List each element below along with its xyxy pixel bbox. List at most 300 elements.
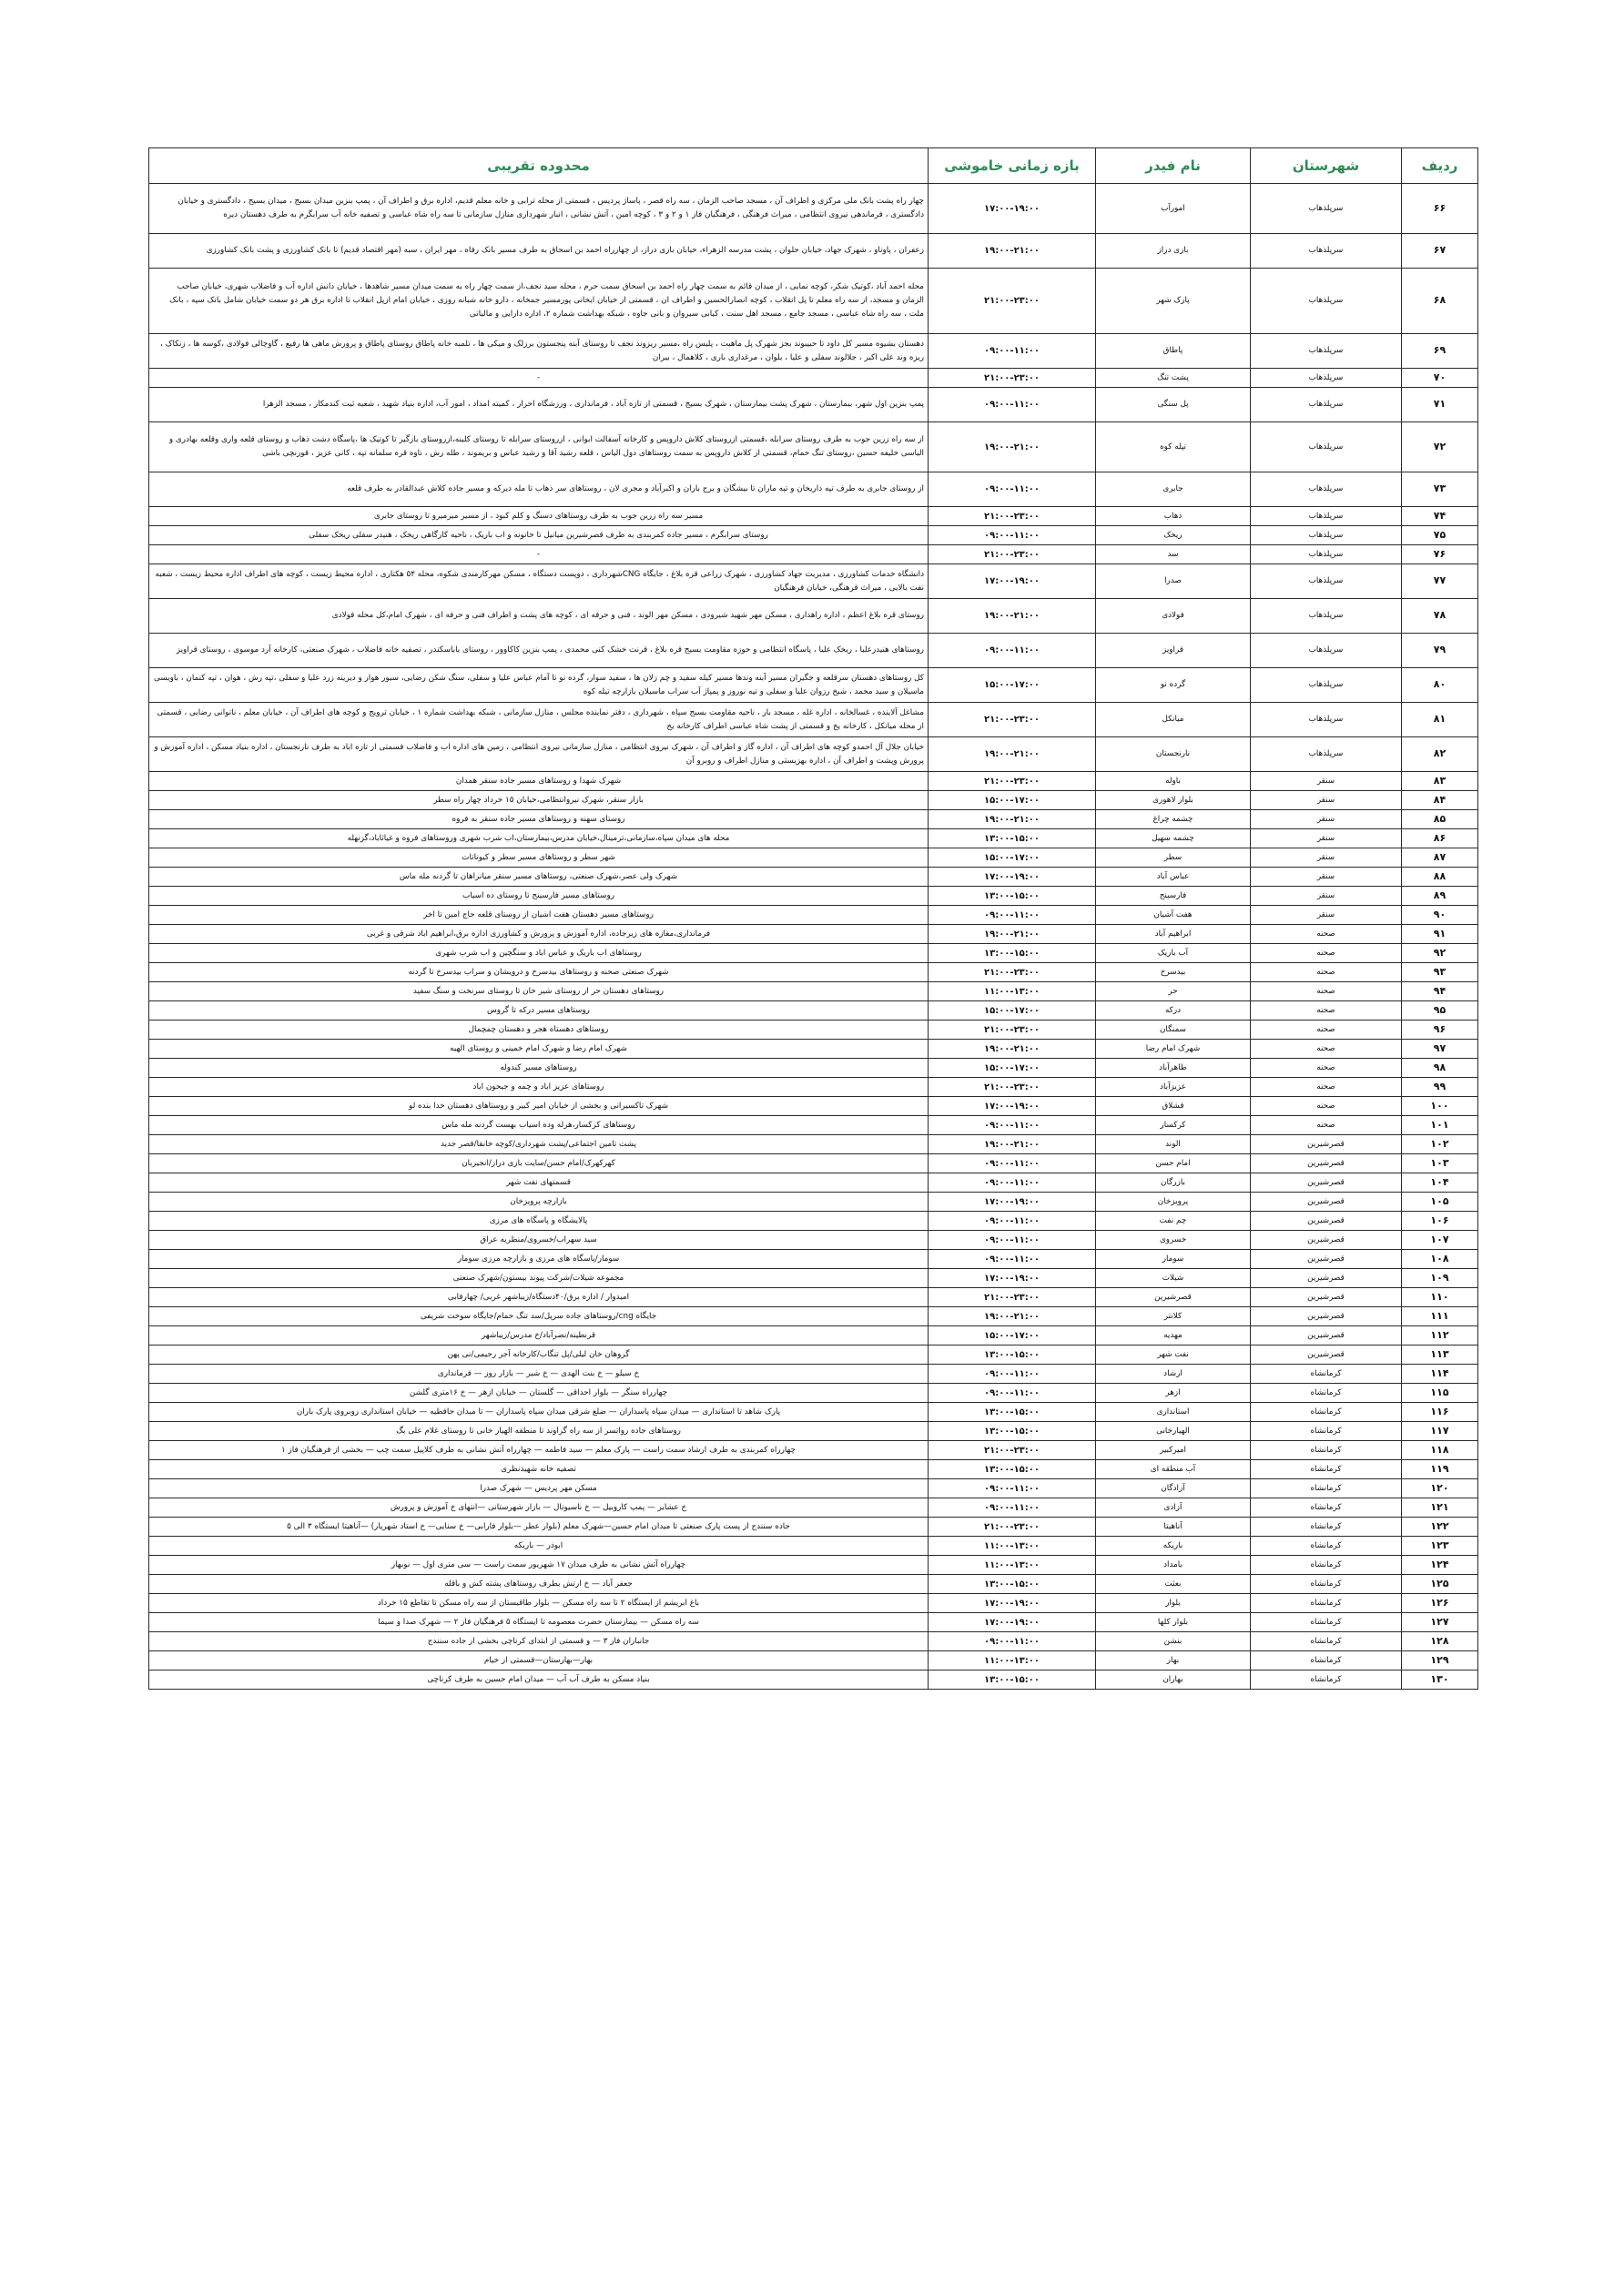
feeder-name: استانداری bbox=[1096, 1403, 1251, 1422]
area-description: پمپ بنزین اول شهر، بیمارستان ، شهرک پشت بیمارستان ، شهرک بسیج ، قسمتی از تازه آباد ، فرمانداری ، ورزشگاه احرار ، کمیته امداد ، امور آب، اداره بنیاد شهید ، شعبه ثبت کندمکار ، مسجد الزهرا bbox=[149, 388, 929, 422]
city-cell: سنقر bbox=[1251, 791, 1402, 810]
time-range: ۲۱:۰۰-۲۳:۰۰ bbox=[929, 369, 1096, 388]
area-description: زعفران ، پاوناو ، شهرک جهاد، خیابان حلوان ، پشت مدرسه الزهراء، خیابان بازی دراز، از چهارراه احمد بن اسحاق به طرف مسیر بانک رفاه ، مهر ایران ، سبه (مهر اقتصاد قدیم) تا بانک کشاورزی و پشت بانک کشاورزی bbox=[149, 234, 929, 269]
feeder-name: چشمه سهیل bbox=[1096, 829, 1251, 848]
city-cell: سنقر bbox=[1251, 829, 1402, 848]
feeder-name: بعثت bbox=[1096, 1575, 1251, 1594]
feeder-name: امیرکبیر bbox=[1096, 1441, 1251, 1460]
time-range: ۱۳:۰۰-۱۵:۰۰ bbox=[929, 1575, 1096, 1594]
row-number: ۷۳ bbox=[1402, 472, 1478, 507]
feeder-name: سومار bbox=[1096, 1250, 1251, 1269]
time-range: ۱۳:۰۰-۱۵:۰۰ bbox=[929, 887, 1096, 906]
time-range: ۲۱:۰۰-۲۳:۰۰ bbox=[929, 507, 1096, 526]
area-description: کهرکهرک/امام حسن/سایت بازی دراز/انجیربان bbox=[149, 1154, 929, 1173]
feeder-name: قراویز bbox=[1096, 634, 1251, 668]
row-number: ۷۶ bbox=[1402, 545, 1478, 564]
row-number: ۸۶ bbox=[1402, 829, 1478, 848]
row-number: ۱۰۶ bbox=[1402, 1212, 1478, 1231]
area-description: خ عشایر — پمپ کاروبیل — خ ناسیونال — بازار شهرستانی —انتهای خ آموزش و پرورش bbox=[149, 1498, 929, 1518]
time-range: ۱۵:۰۰-۱۷:۰۰ bbox=[929, 1001, 1096, 1021]
table-row bbox=[149, 1116, 1478, 1135]
time-range: ۰۹:۰۰-۱۱:۰۰ bbox=[929, 472, 1096, 507]
area-description: سه راه مسکن — بیمارستان حضرت معصومه تا ایستگاه ۵ فرهنگیان فاز ۲ — شهرک صدا و سیما bbox=[149, 1613, 929, 1632]
table-row bbox=[149, 1498, 1478, 1518]
row-number: ۱۱۶ bbox=[1402, 1403, 1478, 1422]
row-number: ۹۲ bbox=[1402, 944, 1478, 963]
row-number: ۹۱ bbox=[1402, 925, 1478, 944]
feeder-name: ریخک bbox=[1096, 526, 1251, 545]
feeder-name: چم نفت bbox=[1096, 1212, 1251, 1231]
time-range: ۱۹:۰۰-۲۱:۰۰ bbox=[929, 422, 1096, 472]
row-number: ۹۷ bbox=[1402, 1040, 1478, 1059]
row-number: ۷۰ bbox=[1402, 369, 1478, 388]
row-number: ۸۴ bbox=[1402, 791, 1478, 810]
area-description: امیدوار / اداره برق/۴۰دستگاه/زیباشهر غربی/ چهارقابی bbox=[149, 1288, 929, 1307]
city-cell: سرپلذهاب bbox=[1251, 234, 1402, 269]
time-range: ۱۹:۰۰-۲۱:۰۰ bbox=[929, 599, 1096, 634]
city-cell: سرپلذهاب bbox=[1251, 507, 1402, 526]
table-row bbox=[149, 599, 1478, 634]
area-description: باغ ابریشم از ایستگاه ۲ تا سه راه مسکن — بلوار طاقبستان از سه راه مسکن تا تقاطع ۱۵ خرداد bbox=[149, 1594, 929, 1613]
table-row bbox=[149, 1250, 1478, 1269]
city-cell: سنقر bbox=[1251, 810, 1402, 829]
city-cell: صحنه bbox=[1251, 963, 1402, 982]
area-description: روستاهای مسیر دهستان هفت اشیان از روستای قلعه حاج امین تا اخر bbox=[149, 906, 929, 925]
table-row bbox=[149, 1632, 1478, 1651]
header-feeder: نام فیدر bbox=[1096, 148, 1251, 184]
feeder-name: شیلات bbox=[1096, 1269, 1251, 1288]
table-row bbox=[149, 1651, 1478, 1670]
city-cell: صحنه bbox=[1251, 1001, 1402, 1021]
feeder-name: سطر bbox=[1096, 848, 1251, 868]
feeder-name: شهرک امام رضا bbox=[1096, 1040, 1251, 1059]
table-row bbox=[149, 1001, 1478, 1021]
table-row bbox=[149, 1422, 1478, 1441]
area-description: تصفیه خانه شهیدنظری bbox=[149, 1460, 929, 1479]
city-cell: قصرشیرین bbox=[1251, 1250, 1402, 1269]
feeder-name: حر bbox=[1096, 982, 1251, 1001]
area-description: روستاهای مسیر کندوله bbox=[149, 1059, 929, 1078]
area-description: شهرک تاکسیرانی و بخشی از خیابان امیر کبیر و روستاهای دهستان خدا بنده لو bbox=[149, 1097, 929, 1116]
table-row bbox=[149, 791, 1478, 810]
row-number: ۹۵ bbox=[1402, 1001, 1478, 1021]
row-number: ۱۲۴ bbox=[1402, 1556, 1478, 1575]
time-range: ۱۳:۰۰-۱۵:۰۰ bbox=[929, 829, 1096, 848]
row-number: ۶۷ bbox=[1402, 234, 1478, 269]
feeder-name: بنشن bbox=[1096, 1632, 1251, 1651]
city-cell: کرمانشاه bbox=[1251, 1594, 1402, 1613]
table-row bbox=[149, 1518, 1478, 1537]
feeder-name: پل سنگی bbox=[1096, 388, 1251, 422]
city-cell: سرپلذهاب bbox=[1251, 564, 1402, 599]
area-description: روستاهای دهستان حر از روستای شیر خان تا روستای سرنخت و سنگ سفید bbox=[149, 982, 929, 1001]
row-number: ۸۹ bbox=[1402, 887, 1478, 906]
feeder-name: نارنجستان bbox=[1096, 737, 1251, 772]
time-range: ۰۹:۰۰-۱۱:۰۰ bbox=[929, 1250, 1096, 1269]
header-city: شهرستان bbox=[1251, 148, 1402, 184]
table-row bbox=[149, 334, 1478, 369]
area-description: قسمتهای نفت شهر bbox=[149, 1173, 929, 1193]
table-row bbox=[149, 829, 1478, 848]
time-range: ۱۱:۰۰-۱۳:۰۰ bbox=[929, 982, 1096, 1001]
table-row bbox=[149, 472, 1478, 507]
city-cell: قصرشیرین bbox=[1251, 1173, 1402, 1193]
city-cell: کرمانشاه bbox=[1251, 1479, 1402, 1498]
row-number: ۱۰۹ bbox=[1402, 1269, 1478, 1288]
feeder-name: ابراهیم آباد bbox=[1096, 925, 1251, 944]
city-cell: قصرشیرین bbox=[1251, 1231, 1402, 1250]
table-row bbox=[149, 982, 1478, 1001]
table-row bbox=[149, 1097, 1478, 1116]
area-description: بهار—بهارستان—قسمتی از خیام bbox=[149, 1651, 929, 1670]
table-row bbox=[149, 1575, 1478, 1594]
area-description: روستاهای دهستاه هجر و دهستان چمچمال bbox=[149, 1021, 929, 1040]
time-range: ۲۱:۰۰-۲۳:۰۰ bbox=[929, 1288, 1096, 1307]
area-description: پارک شاهد تا استانداری — میدان سپاه پاسداران — ضلع شرقی میدان سپاه پاسداران — تا میدان حافظیه — خیابان استانداری روبروی پارک باران bbox=[149, 1403, 929, 1422]
time-range: ۱۷:۰۰-۱۹:۰۰ bbox=[929, 1269, 1096, 1288]
time-range: ۲۱:۰۰-۲۳:۰۰ bbox=[929, 269, 1096, 334]
row-number: ۱۲۵ bbox=[1402, 1575, 1478, 1594]
table-row bbox=[149, 1040, 1478, 1059]
feeder-name: بازرگان bbox=[1096, 1173, 1251, 1193]
area-description: از سه راه زرین جوب به طرف روستای سرابله ،قسمتی ازروستای کلاش داروپس و کارخانه آسفالت ابوانی ، ازروستای سرابله تا روستای کلینه،ازروستای بازگیر تا کوتیک ها ،پاسگاه دشت ذهاب و روستای قلعه واری وقلعه بهادری و الیاسی خلیفه حسین ،روستای تنگ حمام، قسمتی از کلاش داروپس به سمت روستاهای دول الیاس ، قلعه رشید آقا و رشید عباس و بریموند ، طله رش ، ناوه قره سلمانه تپه ، کانی عزیز ، قورنچی باشی bbox=[149, 422, 929, 472]
time-range: ۰۹:۰۰-۱۱:۰۰ bbox=[929, 526, 1096, 545]
row-number: ۱۰۳ bbox=[1402, 1154, 1478, 1173]
feeder-name: الوند bbox=[1096, 1135, 1251, 1154]
city-cell: صحنه bbox=[1251, 1116, 1402, 1135]
city-cell: کرمانشاه bbox=[1251, 1441, 1402, 1460]
row-number: ۹۸ bbox=[1402, 1059, 1478, 1078]
area-description: جعفر آباد — خ ارتش بطرف روستاهای پشته کش و باقله bbox=[149, 1575, 929, 1594]
feeder-name: کلانتر bbox=[1096, 1307, 1251, 1326]
table-row bbox=[149, 887, 1478, 906]
area-description: بازارچه پرویزخان bbox=[149, 1193, 929, 1212]
row-number: ۱۰۵ bbox=[1402, 1193, 1478, 1212]
area-description: کل روستاهای دهستان سرقلعه و جگیران مسیر آبنه وندها مسیر کیله سفید و چم زلان ها ، سفید سوار، گرده نو تا آمام عباس علیا و سفلی، سنگ شکن رضایی، سیور هوار و دیرینه زرد علیا و سفلی ،تپه رش ، هوان ، تپه کنمان ، باویسی ماسیلان و سید محمد ، شیخ رزوان علیا و سفلی و تیه نوروز و پمپاژ آب سراب ماسیلان بازارچه تیله کوه bbox=[149, 668, 929, 703]
time-range: ۱۳:۰۰-۱۵:۰۰ bbox=[929, 1670, 1096, 1690]
table-row bbox=[149, 1460, 1478, 1479]
table-row bbox=[149, 810, 1478, 829]
city-cell: کرمانشاه bbox=[1251, 1384, 1402, 1403]
city-cell: کرمانشاه bbox=[1251, 1403, 1402, 1422]
table-row bbox=[149, 1537, 1478, 1556]
row-number: ۱۲۹ bbox=[1402, 1651, 1478, 1670]
city-cell: سرپلذهاب bbox=[1251, 472, 1402, 507]
time-range: ۱۳:۰۰-۱۵:۰۰ bbox=[929, 1460, 1096, 1479]
table-row bbox=[149, 1326, 1478, 1346]
city-cell: کرمانشاه bbox=[1251, 1613, 1402, 1632]
table-row bbox=[149, 1307, 1478, 1326]
feeder-name: باوله bbox=[1096, 772, 1251, 791]
area-description: پشت تامین اجتماعی/پشت شهرداری/کوچه خانقا/قصر جدید bbox=[149, 1135, 929, 1154]
feeder-name: پرویزخان bbox=[1096, 1193, 1251, 1212]
table-row bbox=[149, 1594, 1478, 1613]
time-range: ۲۱:۰۰-۲۳:۰۰ bbox=[929, 1078, 1096, 1097]
time-range: ۰۹:۰۰-۱۱:۰۰ bbox=[929, 634, 1096, 668]
row-number: ۱۲۰ bbox=[1402, 1479, 1478, 1498]
area-description: دهستان بشیوه مسیر کل داود تا حبیبوند بجز شهرک پل ماهیت ، پلیس راه ،مسیر ریزوند نجف تا روستای آبنه پنجستون برزلک و میکی ها ، تلمبه خانه پاطاق روستای پاطاق و پرورش ماهی ها رفیع ، گاوچالی فولادی ،کوسه ها ، زنکاک ، ریزه وند علی اکبر ، جلالوند سفلی و علیا ، بلوان ، مرغداری باری ، کلاهمال ، بیران bbox=[149, 334, 929, 369]
table-row bbox=[149, 963, 1478, 982]
table-row bbox=[149, 1193, 1478, 1212]
area-description: سید سهراب/خسروی/منظریه عراق bbox=[149, 1231, 929, 1250]
city-cell: قصرشیرین bbox=[1251, 1154, 1402, 1173]
time-range: ۲۱:۰۰-۲۳:۰۰ bbox=[929, 1441, 1096, 1460]
feeder-name: جابری bbox=[1096, 472, 1251, 507]
area-description: چهار راه پشت بانک ملی مرکزی و اطراف آن ، مسجد صاحب الزمان ، سه راه قصر ، پاساژ پردیس ، قسمتی از محله ترابی و خانه معلم قدیم، اداره برق و اطراف آن ، پمپ بنزین میدان بسیج ، میدان بسیج ، دادگستری و خیابان دادگستری ، فرماندهی نیروی انتظامی ، میراث فرهنگی ، فرهنگیان فاز ۱ و ۲ و ۳ ، کوچه امین ، آتش نشانی ، انبار شهرداری منازل سازمانی تا سه راه شاه عباسی و تصفیه خانه آب سرابگرم به طرف دهستان دیره bbox=[149, 184, 929, 234]
feeder-name: گرده نو bbox=[1096, 668, 1251, 703]
feeder-name: فارسینج bbox=[1096, 887, 1251, 906]
city-cell: صحنه bbox=[1251, 1097, 1402, 1116]
table-row bbox=[149, 1365, 1478, 1384]
table-row bbox=[149, 737, 1478, 772]
area-description: فرمانداری،مغازه های زیرجاده، اداره آموزش و پرورش و کشاورزی اداره برق،ابراهیم اباد شرقی و غربی bbox=[149, 925, 929, 944]
row-number: ۱۰۰ bbox=[1402, 1097, 1478, 1116]
row-number: ۱۲۸ bbox=[1402, 1632, 1478, 1651]
row-number: ۹۳ bbox=[1402, 963, 1478, 982]
table-row bbox=[149, 772, 1478, 791]
feeder-name: هفت آشیان bbox=[1096, 906, 1251, 925]
city-cell: قصرشیرین bbox=[1251, 1346, 1402, 1365]
area-description: دانشگاه خدمات کشاورزی ، مدیریت جهاد کشاورزی ، شهرک زراعی قره بلاغ ، جایگاه CNGشهرداری ، دوپست دستگاه ، مسکن مهرکارمندی شکوه، محله ۵۴ هکتاری ، اداره محیط زیست ، کوچه های اطراف اداره محیط زیست ، شعبه نفت بالایی ، میراث فرهنگی، خیابان فرهنگیان bbox=[149, 564, 929, 599]
feeder-name: امام حسن bbox=[1096, 1154, 1251, 1173]
row-number: ۷۱ bbox=[1402, 388, 1478, 422]
table-row bbox=[149, 1173, 1478, 1193]
area-description: روستای قره بلاغ اعظم ، اداره راهداری ، مسکن مهر شهید شیرودی ، مسکن مهر الوند ، فنی و حرفه ای ، کوچه های پشت و اطراف فنی و حرفه ای ، شهرک امام،کل محله فولادی bbox=[149, 599, 929, 634]
row-number: ۱۰۱ bbox=[1402, 1116, 1478, 1135]
table-header-row bbox=[149, 148, 1478, 184]
table-row bbox=[149, 1212, 1478, 1231]
area-description: مشاغل آلاینده ، غسالخانه ، اداره غله ، مسجد بار ، ناحیه مقاومت بسیج سپاه ، شهرداری ، دفتر نماینده مجلس ، منازل سازمانی ، شبکه بهداشت شماره ۱ ، خیابان ترویج و کوچه های اطراف آن ، خیابان معلم ، ناتوانی رضایی ، قسمتی از محله میانکل ، کارخانه یخ و قسمتی از پشت شاه عباسی اطراف کارخانه یخ bbox=[149, 703, 929, 737]
area-description: جانبازان فاز ۳ — و قسمتی از ابتدای کرناچی بخشی از جاده سنندج bbox=[149, 1632, 929, 1651]
city-cell: کرمانشاه bbox=[1251, 1422, 1402, 1441]
table-row bbox=[149, 703, 1478, 737]
area-description: بازار سنقر، شهرک نیروانتظامی،خیابان ۱۵ خرداد چهار راه سطر bbox=[149, 791, 929, 810]
row-number: ۱۱۰ bbox=[1402, 1288, 1478, 1307]
city-cell: سرپلذهاب bbox=[1251, 703, 1402, 737]
city-cell: کرمانشاه bbox=[1251, 1498, 1402, 1518]
area-description: روستاهای اب باریک و عباس اباد و سنگچین و اب شرب شهری bbox=[149, 944, 929, 963]
area-description: مسیر سه راه زرین جوب به طرف روستاهای دسنگ و کلم کبود ، از مسیر میرمیرو تا روستای جابری bbox=[149, 507, 929, 526]
area-description: بنیاد مسکن به طرف آب آب — میدان امام حسین به طرف کرناچی bbox=[149, 1670, 929, 1690]
area-description: از روستای جابری به طرف تپه داریخان و تپه ماران تا بیشگان و برج باران و اکبرآباد و مجری لان ، روستاهای سر ذهاب تا مله دیرکه و مسیر جاده کلاش عبدالقادر به طرف قلعه bbox=[149, 472, 929, 507]
row-number: ۱۱۱ bbox=[1402, 1307, 1478, 1326]
time-range: ۰۹:۰۰-۱۱:۰۰ bbox=[929, 1154, 1096, 1173]
city-cell: صحنه bbox=[1251, 1059, 1402, 1078]
area-description: - bbox=[149, 545, 929, 564]
table-row bbox=[149, 1078, 1478, 1097]
feeder-name: درکه bbox=[1096, 1001, 1251, 1021]
area-description: خ سیلو — خ بنت الهدی — خ شیر — بازار روز — فرمانداری bbox=[149, 1365, 929, 1384]
city-cell: کرمانشاه bbox=[1251, 1518, 1402, 1537]
city-cell: صحنه bbox=[1251, 1040, 1402, 1059]
feeder-name: الهیارخانی bbox=[1096, 1422, 1251, 1441]
row-number: ۷۹ bbox=[1402, 634, 1478, 668]
table-row bbox=[149, 1154, 1478, 1173]
time-range: ۱۷:۰۰-۱۹:۰۰ bbox=[929, 1193, 1096, 1212]
feeder-name: چشمه چراغ bbox=[1096, 810, 1251, 829]
city-cell: کرمانشاه bbox=[1251, 1670, 1402, 1690]
time-range: ۱۵:۰۰-۱۷:۰۰ bbox=[929, 848, 1096, 868]
area-description: محله های میدان سپاه،سازمانی،ترمینال،خیابان مدرس،بیمارستان،اب شرب شهری وروستاهای فروه و غیاثاباد،گزنهله bbox=[149, 829, 929, 848]
city-cell: سنقر bbox=[1251, 848, 1402, 868]
row-number: ۱۰۲ bbox=[1402, 1135, 1478, 1154]
area-description: روستاهای جاده رواتسر از سه راه گراوند تا منطقه الهیار خانی تا روستای غلام علی بگ bbox=[149, 1422, 929, 1441]
row-number: ۱۱۸ bbox=[1402, 1441, 1478, 1460]
row-number: ۸۷ bbox=[1402, 848, 1478, 868]
table-row bbox=[149, 634, 1478, 668]
row-number: ۱۱۵ bbox=[1402, 1384, 1478, 1403]
table-row bbox=[149, 234, 1478, 269]
table-row bbox=[149, 1613, 1478, 1632]
area-description: چهارراه سنگر — بلوار احداقی — گلستان — خیابان ازهر — خ ۱۶متری گلشن bbox=[149, 1384, 929, 1403]
feeder-name: بلوار bbox=[1096, 1594, 1251, 1613]
feeder-name: سد bbox=[1096, 545, 1251, 564]
row-number: ۷۵ bbox=[1402, 526, 1478, 545]
table-row bbox=[149, 184, 1478, 234]
area-description: چهارراه کمربندی به طرف ارشاد سمت راست — پارک معلم — سید فاطمه — چهارراه آتش نشانی به طرف کلاپیل سمت چپ — بخشی از فرهنگیان فاز ۱ bbox=[149, 1441, 929, 1460]
area-description: شهرک شهدا و روستاهای مسیر جاده سنقر همدان bbox=[149, 772, 929, 791]
time-range: ۰۹:۰۰-۱۱:۰۰ bbox=[929, 1212, 1096, 1231]
feeder-name: خسروی bbox=[1096, 1231, 1251, 1250]
row-number: ۱۲۱ bbox=[1402, 1498, 1478, 1518]
feeder-name: تپله کوه bbox=[1096, 422, 1251, 472]
table-row bbox=[149, 269, 1478, 334]
time-range: ۲۱:۰۰-۲۳:۰۰ bbox=[929, 545, 1096, 564]
time-range: ۲۱:۰۰-۲۳:۰۰ bbox=[929, 963, 1096, 982]
row-number: ۸۵ bbox=[1402, 810, 1478, 829]
time-range: ۰۹:۰۰-۱۱:۰۰ bbox=[929, 906, 1096, 925]
header-time: بازه زمانی خاموشی bbox=[929, 148, 1096, 184]
time-range: ۱۳:۰۰-۱۵:۰۰ bbox=[929, 944, 1096, 963]
area-description: شهرک صنعتی صحنه و روستاهای بیدسرخ و درویشان و سراب بیدسرخ تا گردنه bbox=[149, 963, 929, 982]
city-cell: قصرشیرین bbox=[1251, 1326, 1402, 1346]
feeder-name: باریکه bbox=[1096, 1537, 1251, 1556]
time-range: ۰۹:۰۰-۱۱:۰۰ bbox=[929, 1632, 1096, 1651]
feeder-name: نفت شهر bbox=[1096, 1346, 1251, 1365]
time-range: ۰۹:۰۰-۱۱:۰۰ bbox=[929, 1498, 1096, 1518]
city-cell: صحنه bbox=[1251, 982, 1402, 1001]
time-range: ۰۹:۰۰-۱۱:۰۰ bbox=[929, 388, 1096, 422]
feeder-name: بیدسرخ bbox=[1096, 963, 1251, 982]
row-number: ۹۶ bbox=[1402, 1021, 1478, 1040]
time-range: ۱۹:۰۰-۲۱:۰۰ bbox=[929, 925, 1096, 944]
feeder-name: آزادگان bbox=[1096, 1479, 1251, 1498]
row-number: ۱۰۴ bbox=[1402, 1173, 1478, 1193]
city-cell: قصرشیرین bbox=[1251, 1135, 1402, 1154]
city-cell: سرپلذهاب bbox=[1251, 422, 1402, 472]
time-range: ۲۱:۰۰-۲۳:۰۰ bbox=[929, 1518, 1096, 1537]
table-row bbox=[149, 944, 1478, 963]
time-range: ۲۱:۰۰-۲۳:۰۰ bbox=[929, 1021, 1096, 1040]
time-range: ۱۵:۰۰-۱۷:۰۰ bbox=[929, 1326, 1096, 1346]
table-row bbox=[149, 564, 1478, 599]
area-description: محله احمد آباد ،کوتیک شکر، کوچه نمایی ، از میدان قائم به سمت چهار راه احمد بن اسحاق سمت حرم ، محله سید نجف،از سمت چهار راه به سمت میدان مسیر شاهدها ، خیابان دانش اداره آب و فاضلاب شهری، خیابان صاحب الزمان و مسجد، از سه راه معلم تا پل انقلاب ، کوچه انصارالحسین و اطراف ان ، قسمتی از خیابان ایخانی پورمسیر جمخانه ، دارو خانه شبانه روزی ، خیابان امام ازپل انقلاب تا اداره برق هر دو سمت خیابان شامل بانک سپه ، بانک ملت ، سه راه شاه عباسی ، مسجد جامع ، مسجد اهل سنت ، کبابی سیروان و بانی جاوه ، شبکه بهداشت شماره ۲، اداره دارایی و مالیاتی bbox=[149, 269, 929, 334]
time-range: ۱۹:۰۰-۲۱:۰۰ bbox=[929, 234, 1096, 269]
time-range: ۱۷:۰۰-۱۹:۰۰ bbox=[929, 1613, 1096, 1632]
row-number: ۱۳۰ bbox=[1402, 1670, 1478, 1690]
table-row bbox=[149, 848, 1478, 868]
area-description: ابوذر — باریکه bbox=[149, 1537, 929, 1556]
area-description: روستاهای مسیر فارسینج تا روستای ده اسیاب bbox=[149, 887, 929, 906]
city-cell: سرپلذهاب bbox=[1251, 334, 1402, 369]
time-range: ۱۱:۰۰-۱۳:۰۰ bbox=[929, 1651, 1096, 1670]
time-range: ۱۹:۰۰-۲۱:۰۰ bbox=[929, 737, 1096, 772]
area-description: مسکن مهر پردیس — شهرک صدرا bbox=[149, 1479, 929, 1498]
city-cell: قصرشیرین bbox=[1251, 1269, 1402, 1288]
area-description: جایگاه cng/روستاهای جاده سرپل/سد تنگ حمام/جایگاه سوخت شریفی bbox=[149, 1307, 929, 1326]
city-cell: سرپلذهاب bbox=[1251, 737, 1402, 772]
row-number: ۷۸ bbox=[1402, 599, 1478, 634]
feeder-name: آناهیتا bbox=[1096, 1518, 1251, 1537]
area-description: روستای سرابگرم ، مسیر جاده کمربندی به طرف قصرشیرین میانیل تا خانونه و اب باریک ، ناحیه کارگاهی ریخک ، هنیدر سفلی ریخک سفلی bbox=[149, 526, 929, 545]
row-number: ۱۱۴ bbox=[1402, 1365, 1478, 1384]
feeder-name: کرکسار bbox=[1096, 1116, 1251, 1135]
feeder-name: بازی دراز bbox=[1096, 234, 1251, 269]
header-row-number: ردیف bbox=[1402, 148, 1478, 184]
feeder-name: مهدیه bbox=[1096, 1326, 1251, 1346]
time-range: ۰۹:۰۰-۱۱:۰۰ bbox=[929, 1173, 1096, 1193]
feeder-name: فولادی bbox=[1096, 599, 1251, 634]
row-number: ۶۶ bbox=[1402, 184, 1478, 234]
row-number: ۶۹ bbox=[1402, 334, 1478, 369]
row-number: ۶۸ bbox=[1402, 269, 1478, 334]
city-cell: سرپلذهاب bbox=[1251, 369, 1402, 388]
row-number: ۱۰۸ bbox=[1402, 1250, 1478, 1269]
city-cell: سنقر bbox=[1251, 906, 1402, 925]
city-cell: سرپلذهاب bbox=[1251, 269, 1402, 334]
row-number: ۸۲ bbox=[1402, 737, 1478, 772]
city-cell: سرپلذهاب bbox=[1251, 545, 1402, 564]
city-cell: قصرشیرین bbox=[1251, 1193, 1402, 1212]
row-number: ۱۱۹ bbox=[1402, 1460, 1478, 1479]
row-number: ۸۱ bbox=[1402, 703, 1478, 737]
time-range: ۱۹:۰۰-۲۱:۰۰ bbox=[929, 1040, 1096, 1059]
area-description: خیابان جلال آل احمدو کوچه های اطراف آن ، اداره گاز و اطراف آن ، شهرک نیروی انتظامی ، منازل سازمانی نیروی انتظامی ، زمین های اداره اب و فاضلاب قسمتی از تازه اباد به طرف نارنجستان ، اداره بنیاد مسکن ، اداره آموزش و پرورش وپشت و اطراف آن ، اداره بهزیستی و منازل اطراف و روبرو آن bbox=[149, 737, 929, 772]
blackout-schedule-table bbox=[148, 147, 1478, 1690]
feeder-name: عباس آباد bbox=[1096, 868, 1251, 887]
row-number: ۱۲۲ bbox=[1402, 1518, 1478, 1537]
time-range: ۱۳:۰۰-۱۵:۰۰ bbox=[929, 1346, 1096, 1365]
header-area: محدوده تقریبی bbox=[149, 148, 929, 184]
time-range: ۱۳:۰۰-۱۵:۰۰ bbox=[929, 1422, 1096, 1441]
time-range: ۱۵:۰۰-۱۷:۰۰ bbox=[929, 791, 1096, 810]
city-cell: کرمانشاه bbox=[1251, 1365, 1402, 1384]
area-description: روستاهای عزیز اباد و چمه و جیحون اباد bbox=[149, 1078, 929, 1097]
table-body bbox=[149, 184, 1478, 1690]
row-number: ۹۰ bbox=[1402, 906, 1478, 925]
row-number: ۱۲۳ bbox=[1402, 1537, 1478, 1556]
row-number: ۸۰ bbox=[1402, 668, 1478, 703]
table-row bbox=[149, 668, 1478, 703]
city-cell: کرمانشاه bbox=[1251, 1537, 1402, 1556]
area-description: مجموعه شیلات/شرکت پیوند بیستون/شهرک صنعتی bbox=[149, 1269, 929, 1288]
city-cell: سرپلذهاب bbox=[1251, 599, 1402, 634]
feeder-name: آزادی bbox=[1096, 1498, 1251, 1518]
feeder-name: آب باریک bbox=[1096, 944, 1251, 963]
time-range: ۱۹:۰۰-۲۱:۰۰ bbox=[929, 1307, 1096, 1326]
table-row bbox=[149, 868, 1478, 887]
time-range: ۰۹:۰۰-۱۱:۰۰ bbox=[929, 1365, 1096, 1384]
table-row bbox=[149, 1231, 1478, 1250]
time-range: ۲۱:۰۰-۲۳:۰۰ bbox=[929, 703, 1096, 737]
area-description: سومار/پاسگاه های مرزی و بازارچه مرزی سومار bbox=[149, 1250, 929, 1269]
row-number: ۷۷ bbox=[1402, 564, 1478, 599]
feeder-name: قصرشیرین bbox=[1096, 1288, 1251, 1307]
city-cell: سرپلذهاب bbox=[1251, 388, 1402, 422]
city-cell: کرمانشاه bbox=[1251, 1575, 1402, 1594]
row-number: ۷۴ bbox=[1402, 507, 1478, 526]
table-row bbox=[149, 526, 1478, 545]
